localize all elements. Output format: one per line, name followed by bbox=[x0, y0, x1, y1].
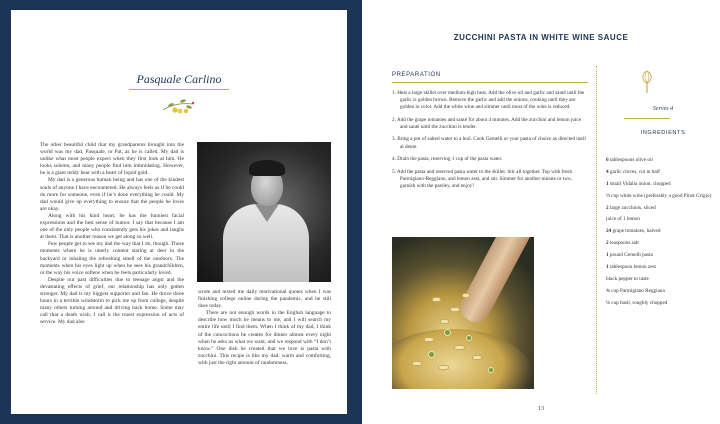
ingredient-text: large zucchinis, sliced bbox=[609, 204, 656, 211]
paragraph: Along with his kind heart, he has the funniest facial expressions and the best sense of humor. I say that because I am one of the only people who consistently gets his jokes and laughs at them. That is another reason we get along so well. bbox=[40, 212, 184, 241]
ingredient-item bbox=[606, 157, 716, 164]
ingredients-heading: INGREDIENTS bbox=[640, 130, 686, 136]
ingredient-qty: 4 bbox=[606, 168, 609, 175]
ingredient-text: teaspoons salt bbox=[609, 240, 639, 247]
paragraph: My dad is a generous human being and has one of the kindest souls of anyone I have encountered. He always feels as if he could do more for someone, even if he’s done everything he could. My dad would give up everything to ensure that the people he loves are okay. bbox=[40, 177, 184, 212]
paragraph: Despite our past difficulties due to teenage angst and the devastating effects of grief, our relationship has only gotten stronger. My dad is my biggest supporter and fan. He drove three hours in a terrible windstorm to pick me up from college, despite many others turning around and driving back home. Some may call that a death wish; I call it the truest expression of acts of service. My dad also bbox=[40, 276, 184, 326]
page-number: 13 bbox=[538, 406, 544, 412]
preparation-steps bbox=[392, 90, 588, 196]
ingredient-text: cup white wine (preferably a good Pinot Grigio) bbox=[611, 192, 712, 199]
ingredient-item bbox=[606, 228, 716, 235]
photo-pasta-piece bbox=[450, 307, 460, 312]
step-item: 2. Add the grape tomatoes and sauté for about 4 minutes. Add the zucchini and lemon juice and sauté until the zucchini is tender. bbox=[392, 116, 582, 130]
lemon-sprig-icon bbox=[161, 96, 197, 116]
ingredient-item bbox=[606, 205, 716, 212]
serves-rule bbox=[624, 118, 670, 119]
ingredient-text: tablespoons olive oil bbox=[609, 157, 653, 163]
ingredient-text: grape tomatoes, halved bbox=[612, 228, 661, 235]
ingredient-qty: 1 bbox=[606, 264, 609, 271]
ingredient-text: tablespoon lemon zest bbox=[609, 264, 656, 271]
ingredient-item bbox=[606, 216, 716, 223]
preparation-rule bbox=[392, 82, 588, 83]
photo-zucchini-slice bbox=[466, 335, 472, 341]
person-title: Pasquale Carlino bbox=[136, 72, 222, 86]
ingredient-qty: 1 bbox=[606, 180, 609, 187]
pasta-dish-photo bbox=[392, 237, 534, 389]
ingredient-text: cup basil, roughly chopped bbox=[611, 299, 668, 306]
ingredients-list bbox=[606, 157, 716, 312]
ingredient-qty: 1 bbox=[606, 252, 609, 259]
ingredient-item bbox=[606, 169, 716, 176]
recipe-title: ZUCCHINI PASTA IN WHITE WINE SAUCE bbox=[453, 33, 629, 42]
ingredient-item bbox=[606, 264, 716, 271]
photo-pasta-piece bbox=[440, 319, 449, 324]
ingredient-text: small Vidalia onion, chopped bbox=[609, 180, 671, 187]
portrait-photo bbox=[197, 142, 331, 282]
paragraph: There are not enough words in the English language to describe how much he means to me, and I will search my entire life until I find them. When I think of my dad, I think of the concoctions he creates for dinner almost every night when he asks us what we want, and we respond with “I don’t know.” One dish he created that we love is pasta with zucchini. This recipe is like my dad: warm and comforting, with just the right amount of randomness. bbox=[198, 310, 331, 366]
photo-zucchini-slice bbox=[428, 351, 435, 358]
column-divider bbox=[596, 66, 597, 394]
paragraph: Few people get to see my dad the way that I do, though. Those moments where he is utterly content staring at deer in the backyard or inhaling the refreshing smell of the outdoors. The moments when his eyes light up when he sees his grandchildren, or the way his voice softens when he feels particularly loved. bbox=[40, 241, 184, 276]
ingredient-qty: ¾ bbox=[606, 287, 610, 294]
photo-pasta-piece bbox=[438, 365, 449, 370]
step-item: 3. Bring a pot of salted water to a boil. Cook Gemelli or your pasta of choice as directed until al dente. bbox=[392, 136, 586, 150]
left-page-paper bbox=[11, 10, 347, 414]
ingredient-text: cup Parmigiano Reggiano bbox=[611, 287, 666, 294]
photo-pan bbox=[392, 329, 532, 389]
photo-zucchini-slice bbox=[488, 367, 494, 373]
ingredient-text: black pepper to taste bbox=[606, 275, 649, 282]
photo-pasta-piece bbox=[412, 361, 422, 366]
ingredient-qty: ¼ bbox=[606, 299, 610, 306]
photo-pasta-piece bbox=[472, 355, 482, 360]
ingredient-item bbox=[606, 288, 716, 295]
ingredient-qty: 2 bbox=[606, 204, 609, 211]
photo-hair bbox=[249, 160, 285, 176]
right-page bbox=[362, 0, 720, 424]
serves-label: Serves 4 bbox=[652, 106, 674, 112]
ingredient-item bbox=[606, 252, 716, 259]
step-item: 5. Add the pasta and reserved pasta water to the skillet. Stir all together. Top with fresh Parmigiano-Reggiano, and lemon zest, and stir. Simmer for another minute or two, garnish with the parsley, and enjoy! bbox=[392, 168, 573, 189]
paragraph: wrote and texted me daily motivational quotes when I was finishing college online during the pandemic, and he still does today. bbox=[198, 289, 331, 310]
photo-pasta-piece bbox=[454, 345, 465, 350]
ingredient-text: pound Gemelli pasta bbox=[609, 252, 653, 259]
ingredient-item bbox=[606, 240, 716, 247]
ingredient-text: juice of 1 lemon bbox=[606, 216, 640, 223]
step-item: 1. Heat a large skillet over medium-high heat. Add the olive oil and garlic and sauté until the garlic is golden brown. Remove the garlic and add the onions, cooking until they are golden in color. Add the white wine and simmer until most of the wine is reduced. bbox=[392, 90, 585, 111]
ingredient-item bbox=[606, 181, 716, 188]
ingredient-qty: 24 bbox=[606, 228, 612, 235]
whisk-icon bbox=[640, 68, 654, 94]
photo-spoon bbox=[456, 237, 534, 327]
ingredient-item bbox=[606, 300, 716, 307]
ingredient-item bbox=[606, 193, 716, 200]
step-item: 4. Drain the pasta, reserving 1 cup of the pasta water. bbox=[392, 156, 503, 163]
ingredient-text: garlic cloves, cut in half bbox=[609, 168, 660, 175]
photo-pasta-piece bbox=[462, 293, 470, 298]
ingredient-item bbox=[606, 276, 716, 283]
ingredient-qty: 6 bbox=[606, 157, 609, 163]
photo-zucchini-slice bbox=[444, 329, 451, 336]
photo-pasta-piece bbox=[432, 297, 441, 302]
preparation-heading: PREPARATION bbox=[392, 72, 441, 78]
paragraph: The other beautiful child that my grandparents brought into the world was my dad, Pasquale, or Pat, as he is called. My dad is unlike what most people expect when they first look at him. He looks solemn, and many people find him intimidating. However, he is a giant teddy bear with a heart of liquid gold. bbox=[40, 142, 184, 177]
ingredient-qty: ⅔ bbox=[606, 192, 610, 199]
title-rule bbox=[129, 89, 229, 90]
ingredient-qty: 2 bbox=[606, 240, 609, 247]
story-column-2 bbox=[198, 289, 331, 404]
story-column-1 bbox=[40, 142, 184, 404]
photo-pasta-piece bbox=[424, 337, 434, 342]
